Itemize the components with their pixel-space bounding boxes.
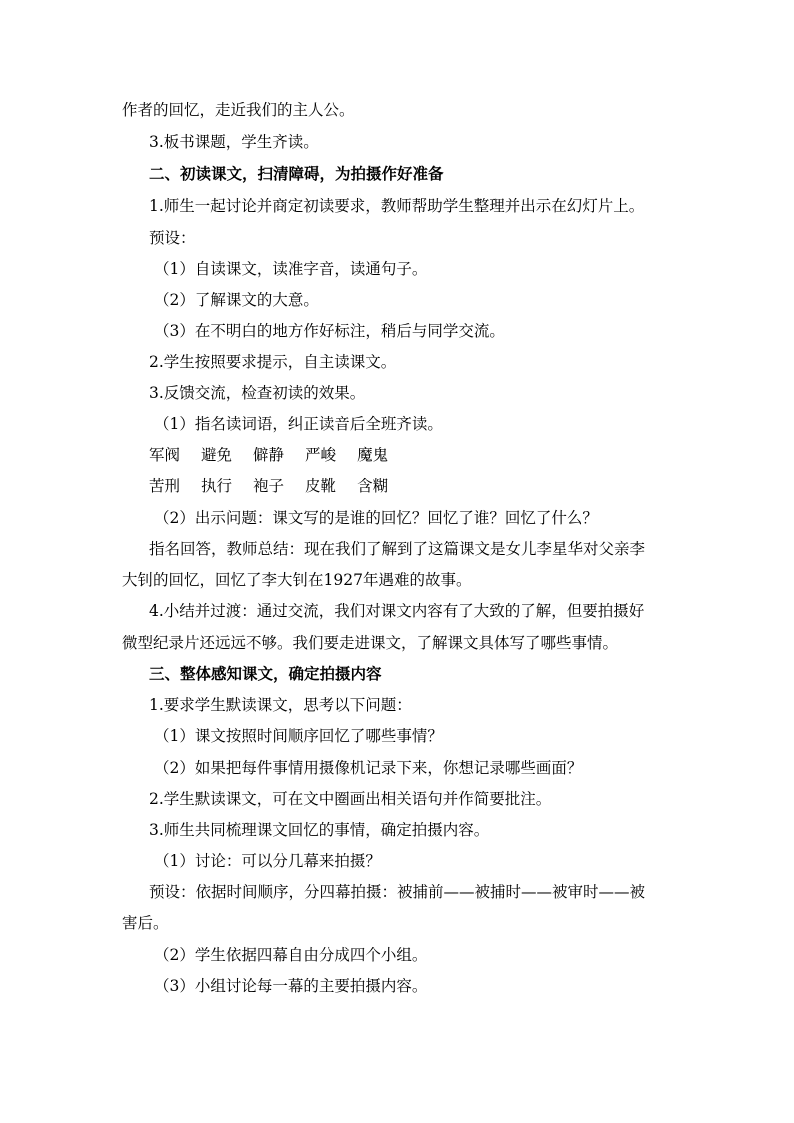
vocabulary-row [149, 445, 794, 465]
text-line: （1）自读课文，读准字音，读通句子。 [154, 260, 428, 278]
text-line: （1）课文按照时间顺序回忆了哪些事情？ [154, 727, 443, 745]
text-line: 4.小结并过渡：通过交流，我们对课文内容有了大致的了解，但要拍摄好 [149, 602, 645, 620]
vocab-word: 袍子 [253, 477, 285, 495]
text-line: 预设： [149, 229, 196, 247]
text-line: 害后。 [122, 914, 169, 932]
text-line: （1）讨论：可以分几幕来拍摄？ [154, 852, 381, 870]
section-heading: 二、初读课文，扫清障碍，为拍摄作好准备 [149, 164, 444, 183]
text-line: 大钊的回忆，回忆了李大钊在1927年遇难的故事。 [122, 571, 472, 589]
text-line: 作者的回忆，走近我们的主人公。 [122, 101, 355, 119]
text-line: 预设：依据时间顺序，分四幕拍摄：被捕前——被捕时——被审时——被 [149, 883, 646, 901]
text-line: （2）学生依据四幕自由分成四个小组。 [154, 946, 428, 964]
section-heading: 三、整体感知课文，确定拍摄内容 [149, 664, 382, 683]
vocab-word: 僻静 [253, 446, 285, 464]
text-line: 指名回答，教师总结：现在我们了解到了这篇课文是女儿李星华对父亲李 [149, 540, 646, 558]
text-line: 1.要求学生默读课文，思考以下问题： [149, 696, 412, 714]
text-line: 2.学生按照要求提示，自主读课文。 [149, 353, 397, 371]
vocab-word: 严峻 [305, 446, 337, 464]
vocab-word: 含糊 [357, 477, 389, 495]
text-line: （2）出示问题：课文写的是谁的回忆？回忆了谁？回忆了什么？ [154, 509, 598, 527]
vocab-word: 魔鬼 [357, 446, 389, 464]
text-line: （3）在不明白的地方作好标注，稍后与同学交流。 [154, 322, 505, 340]
text-line: 1.师生一起讨论并商定初读要求，教师帮助学生整理并出示在幻灯片上。 [149, 197, 645, 215]
text-line: 3.师生共同梳理课文回忆的事情，确定拍摄内容。 [149, 821, 490, 839]
text-line: 2.学生默读课文，可在文中圈画出相关语句并作简要批注。 [149, 790, 552, 808]
text-line: 微型纪录片还远远不够。我们要走进课文，了解课文具体写了哪些事情。 [122, 634, 619, 652]
text-line: （3）小组讨论每一幕的主要拍摄内容。 [154, 977, 428, 995]
text-line: （2）了解课文的大意。 [154, 291, 319, 309]
text-line: 3.反馈交流，检查初读的效果。 [149, 384, 366, 402]
vocab-word: 避免 [201, 446, 233, 464]
text-line: （2）如果把每件事情用摄像机记录下来，你想记录哪些画面？ [154, 759, 583, 777]
vocab-word: 皮靴 [305, 477, 337, 495]
text-line: 3.板书课题，学生齐读。 [149, 133, 319, 151]
vocabulary-row [149, 476, 794, 496]
text-line: （1）指名读词语，纠正读音后全班齐读。 [154, 415, 443, 433]
vocab-word: 执行 [201, 477, 233, 495]
vocab-word: 军阀 [149, 446, 181, 464]
vocab-word: 苦刑 [149, 477, 181, 495]
